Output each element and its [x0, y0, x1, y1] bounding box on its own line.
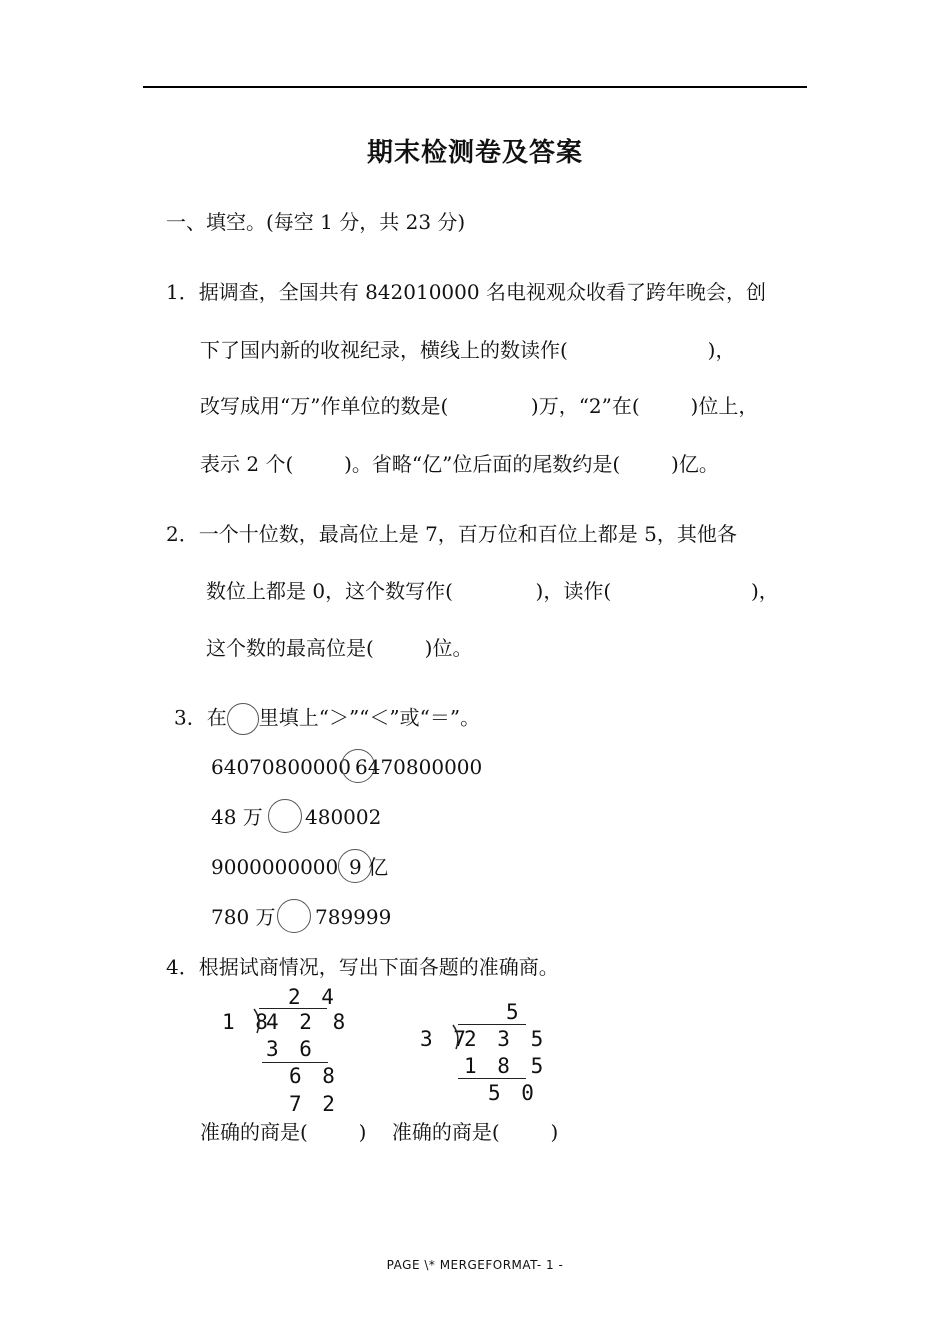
div2-divisor: 3 7: [420, 1027, 470, 1051]
q3-row-2-right: 480002: [305, 805, 382, 829]
header-rule: [143, 86, 807, 88]
div2-step-1: 1 8 5: [464, 1054, 548, 1078]
q3-row-4-right: 789999: [315, 905, 392, 929]
div2-quotient: 5: [506, 1000, 523, 1024]
q1-line-1: 1．据调查，全国共有 842010000 名电视观众收看了跨年晚会，创: [166, 280, 766, 304]
compare-circle-4[interactable]: [277, 899, 311, 933]
page-title: 期末检测卷及答案: [366, 138, 583, 168]
div1-top-bar: [259, 1008, 327, 1009]
q3-row-2-left: 48 万: [211, 805, 263, 829]
div1-step-1: 3 6: [266, 1037, 316, 1061]
q2-line-3: 这个数的最高位是( )位。: [206, 636, 473, 660]
q3-prefix: 3．在: [174, 705, 227, 730]
q3-row-3-left: 9000000000: [211, 855, 339, 879]
compare-circle-2[interactable]: [268, 799, 302, 833]
div1-bracket: [253, 1008, 263, 1034]
div2-dividend: 2 3 5: [464, 1027, 548, 1051]
q3-prompt: [174, 703, 480, 735]
div1-quotient: 2 4: [288, 985, 338, 1009]
q3-suffix: 里填上“＞”“＜”或“＝”。: [258, 705, 481, 730]
q3-row-1-right: 6470800000: [355, 755, 483, 779]
q3-row-1-left: 64070800000: [211, 755, 351, 779]
q2-line-2: 数位上都是 0，这个数写作( )，读作( )，: [206, 579, 779, 603]
section-heading: 一、填空。(每空 1 分，共 23 分): [166, 210, 466, 234]
div1-step-2: 6 8: [289, 1064, 339, 1088]
q4-prompt: 4．根据试商情况，写出下面各题的准确商。: [166, 955, 559, 979]
q3-row-4-left: 780 万: [211, 905, 276, 929]
q2-line-1: 2．一个十位数，最高位上是 7，百万位和百位上都是 5，其他各: [166, 522, 737, 546]
q1-line-3: 改写成用“万”作单位的数是( )万，“2”在( )位上，: [200, 394, 759, 418]
div1-mid-bar: [262, 1062, 328, 1063]
div1-dividend: 4 2 8: [266, 1010, 350, 1034]
div2-bracket: [452, 1024, 462, 1050]
div1-step-3: 7 2: [289, 1092, 339, 1116]
circle-icon: [227, 703, 259, 735]
div2-top-bar: [458, 1024, 526, 1025]
div1-divisor: 1 8: [222, 1010, 272, 1034]
page-footer: PAGE \* MERGEFORMAT- 1 -: [386, 1258, 564, 1272]
q1-line-2: 下了国内新的收视纪录，横线上的数读作( )，: [200, 338, 736, 362]
q4-answer-line: 准确的商是( ) 准确的商是( ): [200, 1120, 559, 1144]
div2-step-2: 5 0: [488, 1081, 538, 1105]
q3-row-3-right: 9 亿: [349, 855, 389, 879]
div2-mid-bar: [458, 1078, 526, 1079]
q1-line-4: 表示 2 个( )。省略“亿”位后面的尾数约是( )亿。: [200, 452, 719, 476]
